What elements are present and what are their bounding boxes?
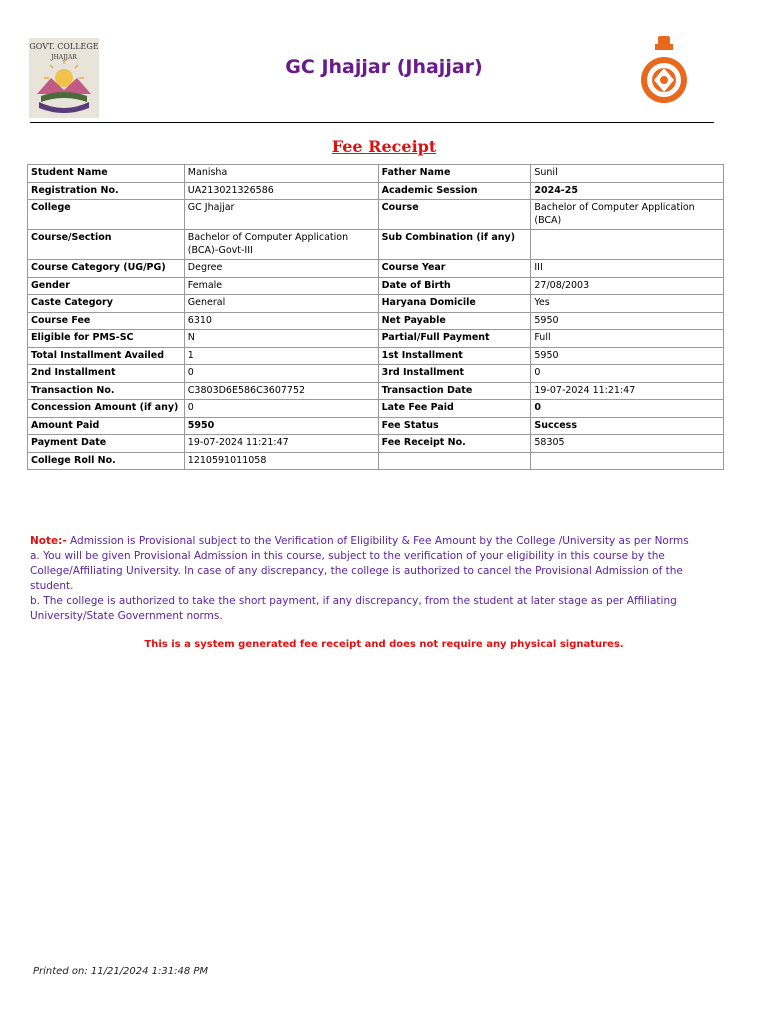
printed-on-timestamp: Printed on: 11/21/2024 1:31:48 PM (33, 966, 209, 977)
field-value: 0 (184, 365, 378, 383)
field-label: Payment Date (28, 435, 185, 453)
field-value: Full (531, 330, 724, 348)
field-value: 0 (531, 365, 724, 383)
table-row (28, 365, 724, 383)
note-label: Note:- (30, 535, 67, 547)
field-value: C3803D6E586C3607752 (184, 382, 378, 400)
field-value: III (531, 260, 724, 278)
field-label: Sub Combination (if any) (378, 230, 531, 260)
receipt-title: Fee Receipt (331, 137, 437, 156)
field-value: 0 (531, 400, 724, 418)
svg-text:JHAJJAR: JHAJJAR (51, 54, 77, 61)
table-row (28, 417, 724, 435)
field-label: Amount Paid (28, 417, 185, 435)
field-value (531, 230, 724, 260)
table-row (28, 277, 724, 295)
fee-details-table (27, 164, 724, 470)
field-label: Transaction Date (378, 382, 531, 400)
header-divider (30, 122, 714, 123)
table-row (28, 452, 724, 470)
field-label: College Roll No. (28, 452, 185, 470)
note-line-b: b. The college is authorized to take the short payment, if any discrepancy, from the student at later stage as per Affiliating University/State Government norms. (30, 595, 677, 622)
field-label: Late Fee Paid (378, 400, 531, 418)
field-value: 5950 (184, 417, 378, 435)
field-value: Manisha (184, 165, 378, 183)
field-value: Female (184, 277, 378, 295)
table-row (28, 295, 724, 313)
college-logo (29, 38, 99, 118)
field-value: 1 (184, 347, 378, 365)
field-label: Transaction No. (28, 382, 185, 400)
field-label: Net Payable (378, 312, 531, 330)
field-label: College (28, 200, 185, 230)
field-label: 3rd Installment (378, 365, 531, 383)
table-row (28, 165, 724, 183)
table-row (28, 230, 724, 260)
field-label: Fee Receipt No. (378, 435, 531, 453)
college-title: GC Jhajjar (Jhajjar) (285, 56, 483, 78)
field-value: 5950 (531, 312, 724, 330)
field-label: Course Year (378, 260, 531, 278)
table-row (28, 312, 724, 330)
field-label: 1st Installment (378, 347, 531, 365)
system-generated-message: This is a system generated fee receipt and does not require any physical signatures. (144, 639, 624, 650)
field-value: Yes (531, 295, 724, 313)
field-value: 58305 (531, 435, 724, 453)
table-row (28, 382, 724, 400)
field-value: N (184, 330, 378, 348)
field-label: Student Name (28, 165, 185, 183)
svg-text:GOVT. COLLEGE: GOVT. COLLEGE (29, 42, 99, 51)
field-value: 5950 (531, 347, 724, 365)
field-label (378, 452, 531, 470)
field-label: Registration No. (28, 182, 185, 200)
note-main (30, 534, 720, 549)
field-value: 27/08/2003 (531, 277, 724, 295)
field-label: Date of Birth (378, 277, 531, 295)
field-value: Degree (184, 260, 378, 278)
field-value (531, 452, 724, 470)
table-row (28, 182, 724, 200)
field-label: Academic Session (378, 182, 531, 200)
field-value: 0 (184, 400, 378, 418)
field-label: Concession Amount (if any) (28, 400, 185, 418)
table-row (28, 400, 724, 418)
table-row (28, 347, 724, 365)
field-label: Course/Section (28, 230, 185, 260)
field-value: 6310 (184, 312, 378, 330)
field-label: 2nd Installment (28, 365, 185, 383)
table-row (28, 435, 724, 453)
field-label: Father Name (378, 165, 531, 183)
field-value: Bachelor of Computer Application (BCA) (531, 200, 724, 230)
field-value: General (184, 295, 378, 313)
field-label: Course (378, 200, 531, 230)
table-row (28, 330, 724, 348)
field-label: Eligible for PMS-SC (28, 330, 185, 348)
field-value: GC Jhajjar (184, 200, 378, 230)
field-label: Partial/Full Payment (378, 330, 531, 348)
field-label: Gender (28, 277, 185, 295)
field-label: Haryana Domicile (378, 295, 531, 313)
field-label: Course Fee (28, 312, 185, 330)
note-line-main: Admission is Provisional subject to the Verification of Eligibility & Fee Amount by the College /University as per Norms (66, 535, 689, 547)
field-label: Total Installment Availed (28, 347, 185, 365)
field-value: 19-07-2024 11:21:47 (531, 382, 724, 400)
table-row (28, 260, 724, 278)
field-value: UA213021326586 (184, 182, 378, 200)
field-value: 1210591011058 (184, 452, 378, 470)
field-label: Fee Status (378, 417, 531, 435)
field-label: Caste Category (28, 295, 185, 313)
table-row (28, 200, 724, 230)
haryana-emblem (638, 36, 690, 112)
field-label: Course Category (UG/PG) (28, 260, 185, 278)
field-value: Bachelor of Computer Application (BCA)-Govt-III (184, 230, 378, 260)
field-value: Sunil (531, 165, 724, 183)
note-line-a: a. You will be given Provisional Admission in this course, subject to the verification of your eligibility in this course by the College/Affiliating University. In case of any discrepancy, the college is authorized to cancel the Provisional Admission of the student. (30, 550, 683, 592)
field-value: Success (531, 417, 724, 435)
notes-section (30, 534, 720, 624)
field-value: 2024-25 (531, 182, 724, 200)
field-value: 19-07-2024 11:21:47 (184, 435, 378, 453)
